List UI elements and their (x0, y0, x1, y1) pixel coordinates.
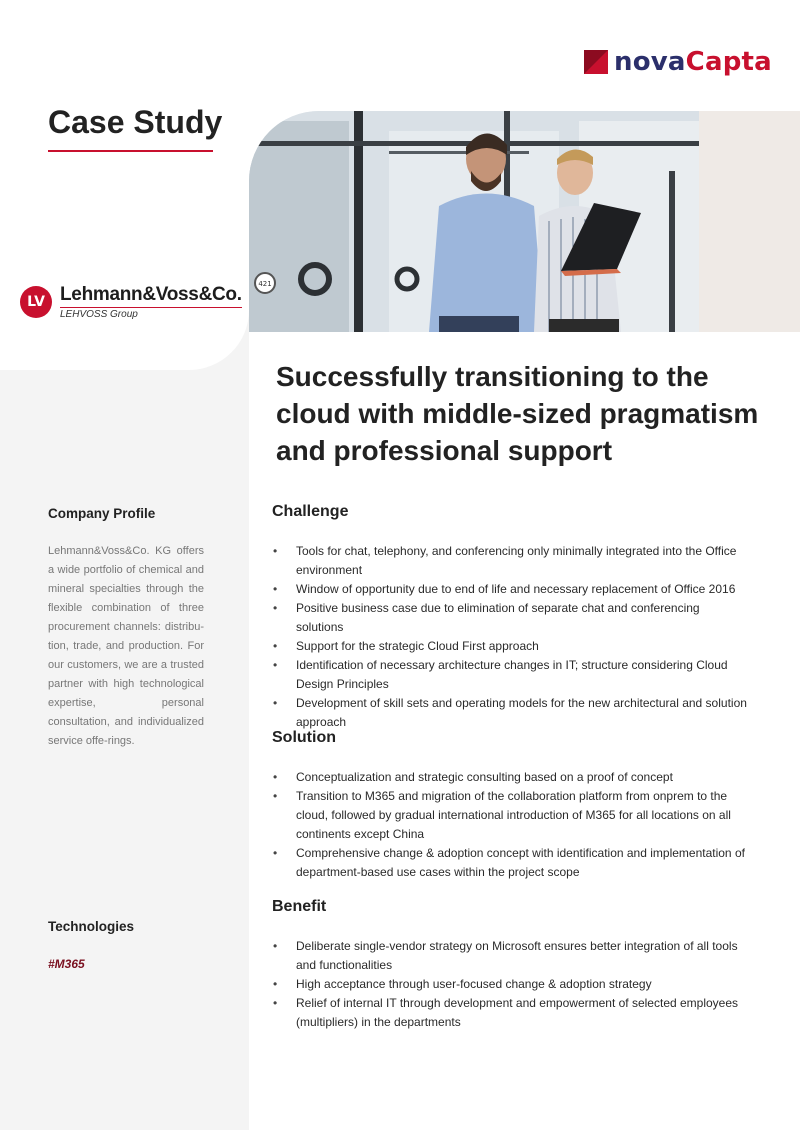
company-profile-heading: Company Profile (48, 506, 156, 521)
solution-heading: Solution (272, 729, 336, 746)
client-name: Lehmann&Voss&Co. (60, 284, 242, 305)
title-underline (48, 150, 213, 152)
client-logo (20, 284, 242, 320)
novacapta-wordmark: novaCapta (614, 47, 772, 77)
list-item: • Deliberate single-vendor strategy on Microsoft ensures better integration of all tools and functionalities (272, 937, 750, 975)
challenge-list (272, 542, 750, 732)
list-item: • Relief of internal IT through development and empowerment of selected employees (multipliers) in the departments (272, 994, 750, 1032)
novacapta-logo (584, 47, 772, 77)
list-item: • High acceptance through user-focused change & adoption strategy (272, 975, 750, 994)
benefit-heading: Benefit (272, 898, 327, 915)
client-monogram-icon: LV (20, 286, 52, 318)
technology-tag: #M365 (48, 957, 85, 971)
challenge-heading: Challenge (272, 503, 349, 520)
door-number: 421 (258, 280, 272, 288)
document-type-title: Case Study (48, 104, 223, 140)
headline: Successfully transitioning to the cloud with middle-sized pragmatism and professional support (276, 361, 759, 466)
list-item: • Conceptualization and strategic consulting based on a proof of concept (272, 768, 750, 787)
technologies-heading: Technologies (48, 919, 135, 934)
list-item: • Tools for chat, telephony, and conferencing only minimally integrated into the Office environment (272, 542, 750, 580)
list-item: • Identification of necessary architecture changes in IT; structure considering Cloud Design Principles (272, 656, 750, 694)
company-profile-text: Lehmann&Voss&Co. KG offers a wide portfolio of chemical and mineral specialties through the flexible combination of three procurement channels: distribu-tion, trade, and production. For our customers, we are a trusted partner with high technological expertise, personal consultation, and individualized service offe-rings. (48, 545, 204, 747)
list-item: • Support for the strategic Cloud First approach (272, 637, 750, 656)
list-item: • Development of skill sets and operating models for the new architectural and solution approach (272, 694, 750, 732)
list-item: • Transition to M365 and migration of the collaboration platform from onprem to the cloud, followed by gradual international introduction of M365 for all locations on all continents except China (272, 787, 750, 844)
list-item: • Positive business case due to elimination of separate chat and conferencing solutions (272, 599, 750, 637)
solution-list (272, 768, 750, 882)
hero-photo (249, 111, 800, 332)
benefit-list (272, 937, 750, 1032)
client-group: LEHVOSS Group (60, 307, 242, 320)
list-item: • Window of opportunity due to end of life and necessary replacement of Office 2016 (272, 580, 750, 599)
list-item: • Comprehensive change & adoption concept with identification and implementation of department-based use cases within the project scope (272, 844, 750, 882)
novacapta-mark-icon (584, 50, 608, 74)
